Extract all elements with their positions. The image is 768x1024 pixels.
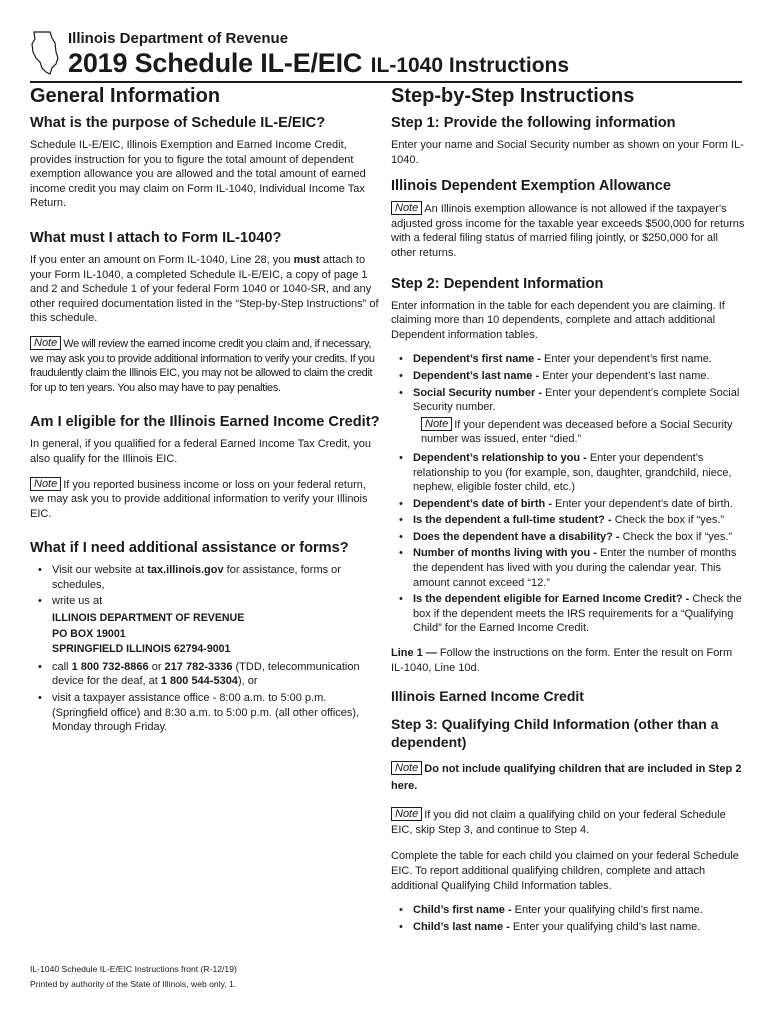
purpose-body: Schedule IL-E/EIC, Illinois Exemption and Earned Income Credit, provides instruction for you to figure the total amount of dependent exemption allowance you are allowed and the total amount of earned income credit you may claim on Form IL-1040, Individual Income Tax Return. [30,139,366,210]
list-item [30,563,380,592]
item-text: Enter your dependent’s relationship to you (for example, son, daughter, grandchild, niece, nephew, eligible foster child, etc.) [413,451,732,494]
note-badge: Note [421,417,452,431]
eligible-heading: Am I eligible for the Illinois Earned Income Credit? [30,414,380,431]
note-badge: Note [30,336,61,350]
step3-body: Complete the table for each child you claimed on your federal Schedule EIC. To report additional qualifying children, complete and attach additional Qualifying Child Information tables. [391,850,739,892]
assist-list-2 [30,660,380,735]
phone-number: 1 800 544-5304 [160,675,238,688]
call-text: (TDD, telecommunication device for the deaf, at [52,660,360,688]
item-label: Child’s last name - [413,920,513,933]
footer-line: IL-1040 Schedule IL-E/EIC Instructions front (R-12/19) [30,964,237,974]
item-text: Check the box if the dependent meets the IRS requirements for a “Qualifying Child” for the Earned Income Credit. [413,593,742,635]
eic-heading: Illinois Earned Income Credit [391,688,584,705]
purpose-heading: What is the purpose of Schedule IL-E/EIC? [30,115,326,131]
website-link[interactable]: tax.illinois.gov [147,564,224,577]
step3-note2 [391,807,746,837]
attach-body-pre: If you enter an amount on Form IL-1040, Line 28, you [30,253,294,266]
address-line: PO BOX 19001 [52,627,126,640]
step1-body: Enter your name and Social Security number as shown on your Form IL-1040. [391,139,744,166]
step2-heading: Step 2: Dependent Information [391,275,604,292]
call-text: call [52,660,72,673]
step3-note2-text: If you did not claim a qualifying child on your federal Schedule EIC, skip Step 3, and continue to Step 4. [391,809,726,836]
attach-body [30,253,380,326]
list-item [391,903,746,918]
note-badge: Note [391,761,422,775]
list-item [391,546,746,590]
document-header [30,28,730,82]
exemption-heading: Illinois Dependent Exemption Allowance [391,178,672,195]
page-title [68,48,569,79]
list-item: • write us at [30,594,380,609]
step3-note1-text: Do not include qualifying children that are included in Step 2 here. [391,763,742,793]
list-item [391,352,746,367]
item-label: Child’s first name - [413,904,515,917]
line1-label: Line 1 — [391,647,437,660]
step2-body: Enter information in the table for each dependent you are claiming. If claiming more than 10 dependents, complete and attach additional Dependent information tables. [391,299,725,341]
list-item [30,660,380,689]
item-text: Enter your dependent’s complete Social Security number. [413,386,740,414]
eligible-note-text: If you reported business income or loss on your federal return, we may ask you to provide additional information to verify your Illinois EIC. [30,478,368,520]
item-text: Enter your qualifying child’s first name. [514,904,703,917]
assist-item1-pre: Visit our website at [52,564,148,577]
call-text: ), or [237,675,258,688]
address-line: SPRINGFIELD ILLINOIS 62794-9001 [52,643,231,656]
item-text: Check the box if “yes.” [622,530,733,543]
title-main: 2019 Schedule IL-E/EIC [68,48,363,78]
phone-number: 1 800 732-8866 [71,660,149,673]
item-text: Enter the number of months the dependent has lived with you during the calendar year. This amount cannot exceed “12.” [413,547,737,589]
footer-line: Printed by authority of the State of Illinois, web only, 1. [30,979,237,989]
item-text: Enter your qualifying child’s last name. [512,920,701,933]
ssn-note-text: If your dependent was deceased before a Social Security number was issued, enter “died.” [421,418,733,446]
step2-list [391,352,746,414]
steps-heading: Step-by-Step Instructions [391,85,635,107]
attach-note-text: We will review the earned income credit you claim and, if necessary, we may ask you to provide additional information to verify your credits. If you fraudulently claim the Illinois EIC, you may not be allowed to claim the credit for up to ten years. You also may have to pay penalties. [30,337,375,394]
item-label: Does the dependent have a disability? - [413,530,623,543]
item-label: Social Security number - [413,386,546,399]
item-label: Dependent’s first name - [413,353,545,366]
call-text: or [148,660,165,673]
step2-list-2 [391,451,746,636]
item-text: Enter your dependent’s last name. [542,369,710,382]
mailing-address [30,611,380,658]
department-name: Illinois Department of Revenue [68,30,289,47]
left-column [30,84,380,745]
step3-heading: Step 3: Qualifying Child Information (other than a dependent) [391,716,719,751]
item-text: Check the box if “yes.” [614,514,725,527]
note-badge: Note [30,477,61,491]
item-label: Dependent’s date of birth - [413,497,555,510]
item-label: Is the dependent a full-time student? - [413,514,615,527]
eligible-body: In general, if you qualified for a federal Earned Income Tax Credit, you also qualify for the Illinois EIC. [30,438,371,465]
header-rule [30,81,742,83]
exemption-note [391,201,746,260]
general-heading: General Information [30,85,221,107]
list-item [391,530,746,545]
list-item [391,513,746,528]
step1-heading: Step 1: Provide the following information [391,115,676,131]
list-item [391,369,746,384]
list-item: • visit a taxpayer assistance office - 8:00 a.m. to 5:00 p.m. (Springfield office) and 8:30 a.m. to 5:00 p.m. (all other offices), Monday through Friday. [30,691,380,735]
title-sub: IL-1040 Instructions [370,54,570,77]
assist-list [30,563,380,609]
illinois-state-icon [30,30,60,76]
list-item [391,592,746,636]
eligible-note [30,477,380,522]
list-item [391,451,746,495]
item-label: Is the dependent eligible for Earned Income Credit? - [413,593,693,606]
step3-note1 [391,761,746,795]
ssn-note [391,417,746,447]
exemption-note-text: An Illinois exemption allowance is not allowed if the taxpayer's adjusted gross income for the taxable year exceeds $500,000 for returns with a federal filing status of married filing jointly, or $250,000 for all other returns. [391,203,745,259]
note-badge: Note [391,201,422,215]
assist-item1-post: for assistance, forms or schedules, [52,564,341,591]
item-label: Dependent’s last name - [413,369,543,382]
item-label: Number of months living with you - [413,547,600,560]
attach-note [30,336,380,395]
step3-list [391,903,746,934]
attach-body-post: attach to your Form IL-1040, a completed Schedule IL-E/EIC, a copy of page 1 and 2 and Schedule 1 of your federal Form 1040 or 1040-SR, and any other required documentation listed in the “Step-by-Step Instructions” of this schedule. [30,253,379,325]
item-text: Enter your dependent’s first name. [544,353,712,366]
address-line: ILLINOIS DEPARTMENT OF REVENUE [52,612,245,625]
list-item [391,386,746,415]
assist-heading: What if I need additional assistance or forms? [30,540,349,557]
list-item [391,497,746,512]
right-column [391,84,746,944]
list-item [391,920,746,935]
item-label: Dependent’s relationship to you - [413,451,590,464]
attach-body-must: must [293,253,320,266]
attach-heading: What must I attach to Form IL-1040? [30,229,282,246]
line1-instruction [391,646,746,675]
phone-number: 217 782-3336 [164,660,233,673]
line1-text: Follow the instructions on the form. Enter the result on Form IL-1040, Line 10d. [391,647,733,674]
note-badge: Note [391,807,422,821]
item-text: Enter your dependent’s date of birth. [555,497,733,510]
document-footer [30,962,237,992]
